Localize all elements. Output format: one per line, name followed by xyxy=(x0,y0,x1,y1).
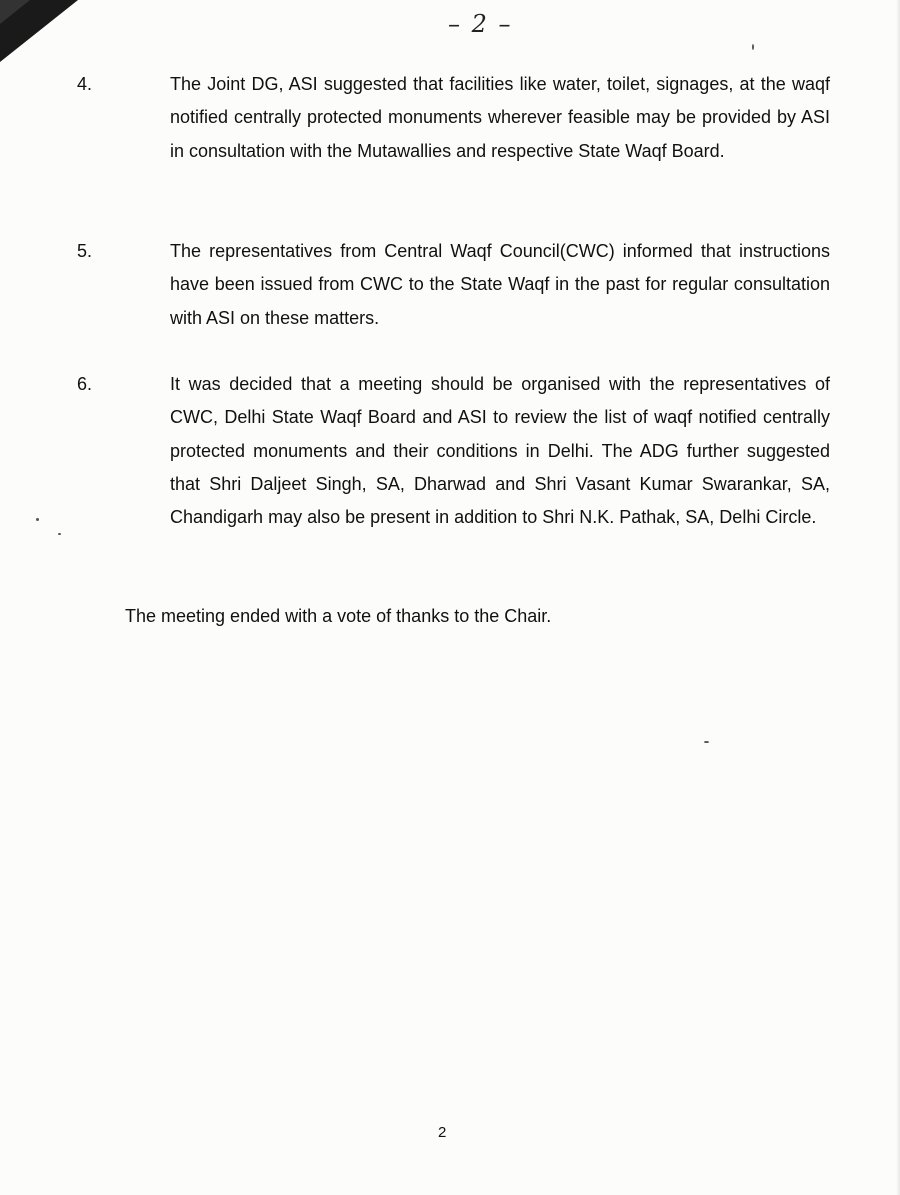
scan-speck xyxy=(704,741,709,743)
paragraph-text: The representatives from Central Waqf Council(CWC) informed that instructions have been issued from CWC to the State Waqf in the past for regular consultation with ASI on these matters. xyxy=(170,241,830,328)
scan-speck xyxy=(752,44,754,50)
scan-speck xyxy=(58,533,61,535)
page-number: 2 xyxy=(438,1124,447,1141)
paragraph-text: It was decided that a meeting should be organised with the representatives of CWC, Delhi State Waqf Board and ASI to review the list of waqf notified centrally protected monuments and their conditions in Delhi. The ADG further suggested that Shri Daljeet Singh, SA, Dharwad and Shri Vasant Kumar Swarankar, SA, Chandigarh may also be present in addition to Shri N.K. Pathak, SA, Delhi Circle. xyxy=(170,374,830,528)
handwritten-page-mark: – 2 – xyxy=(448,10,513,38)
scan-speck xyxy=(36,518,39,521)
closing-line: The meeting ended with a vote of thanks to the Chair. xyxy=(125,606,552,626)
paragraph-number: 6. xyxy=(77,374,93,394)
paragraph-text: The Joint DG, ASI suggested that facilities like water, toilet, signages, at the waqf notified centrally protected monuments wherever feasible may be provided by ASI in consultation with the Mutawallies and respective State Waqf Board. xyxy=(170,74,830,161)
scan-edge-shadow xyxy=(896,0,900,1195)
paragraph-number: 4. xyxy=(77,74,93,94)
paragraph-number: 5. xyxy=(77,241,93,261)
scan-corner-shadow xyxy=(0,0,80,64)
